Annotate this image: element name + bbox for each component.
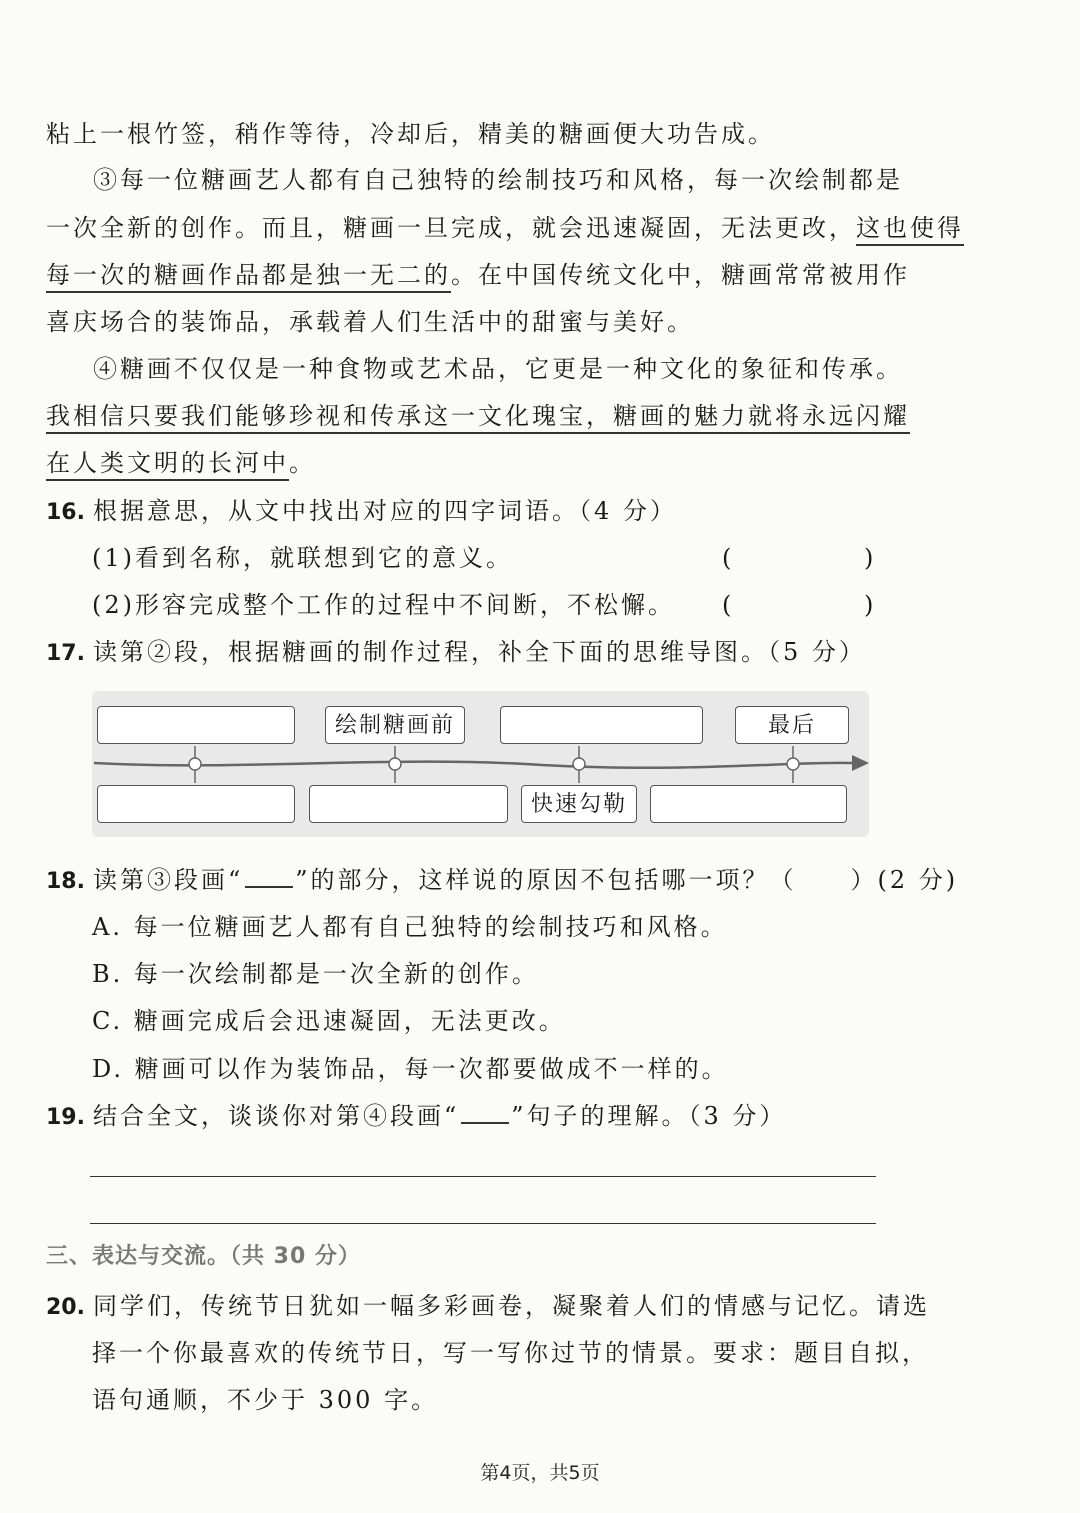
mindmap-blank-bottom-1[interactable] [97, 785, 295, 823]
question-18-text-b: ”的部分，这样说的原因不包括哪一项？（ ）(2 分) [295, 866, 959, 894]
answer-paren-open-2[interactable]: ( [722, 591, 732, 619]
timeline-node-2 [389, 758, 401, 770]
underlined-sentence-part-4: 在人类文明的长河中 [46, 449, 289, 481]
question-20-number: 20. [46, 1295, 85, 1320]
question-16-number: 16. [46, 500, 85, 525]
question-19 [46, 1099, 786, 1135]
paragraph-3-line-2 [46, 211, 964, 245]
underlined-sentence-part-1: 这也使得 [856, 214, 964, 246]
question-20-line-1: 同学们，传统节日犹如一幅多彩画卷，凝聚着人们的情感与记忆。请选 [92, 1292, 930, 1320]
mind-map [92, 691, 869, 837]
paragraph-3-line-4: 喜庆场合的装饰品，承载着人们生活中的甜蜜与美好。 [46, 308, 694, 336]
paragraph-4-line-1: ④糖画不仅仅是一种食物或艺术品，它更是一种文化的象征和传承。 [93, 355, 903, 383]
paragraph-4-line-3 [46, 446, 316, 480]
question-17-number: 17. [46, 641, 85, 666]
question-16-sub-2: (2)形容完成整个工作的过程中不间断，不松懈。 [92, 591, 675, 619]
question-18-number: 18. [46, 869, 85, 894]
question-19-text-b: ”句子的理解。（3 分） [511, 1102, 787, 1130]
paragraph-4-line-2 [46, 399, 910, 433]
mindmap-blank-top-3[interactable] [500, 706, 703, 744]
option-a[interactable]: A. 每一位糖画艺人都有自己独特的绘制技巧和风格。 [92, 913, 728, 941]
question-17-text: 读第②段，根据糖画的制作过程，补全下面的思维导图。（5 分） [92, 638, 866, 666]
answer-paren-open-1[interactable]: ( [722, 544, 732, 572]
underline-blank-mark [461, 1100, 509, 1124]
mindmap-box-before-drawing: 绘制糖画前 [325, 706, 465, 744]
underline-blank-mark [245, 864, 293, 888]
underlined-sentence-part-2: 每一次的糖画作品都是独一无二的 [46, 261, 451, 293]
answer-line-2[interactable] [90, 1223, 876, 1224]
answer-paren-close-2: ) [864, 591, 874, 619]
paragraph-3-line-3 [46, 258, 910, 292]
option-d[interactable]: D. 糖画可以作为装饰品，每一次都要做成不一样的。 [92, 1055, 729, 1083]
answer-paren-close-1: ) [864, 544, 874, 572]
timeline-line [94, 762, 852, 768]
question-19-text-a: 结合全文，谈谈你对第④段画“ [92, 1102, 460, 1130]
mindmap-blank-bottom-4[interactable] [650, 785, 847, 823]
question-19-number: 19. [46, 1105, 85, 1130]
paragraph-4-line-3-period: 。 [289, 449, 316, 477]
question-18-text-a: 读第③段画“ [92, 866, 244, 894]
paragraph-3-line-1: ③每一位糖画艺人都有自己独特的绘制技巧和风格，每一次绘制都是 [93, 166, 903, 194]
question-20 [46, 1289, 930, 1325]
mindmap-box-quick-sketch: 快速勾勒 [521, 785, 637, 823]
question-17 [46, 635, 866, 671]
question-20-line-3: 语句通顺，不少于 300 字。 [92, 1386, 439, 1414]
paragraph-3-line-3-text: 。在中国传统文化中，糖画常常被用作 [451, 261, 910, 289]
option-c[interactable]: C. 糖画完成后会迅速凝固，无法更改。 [92, 1007, 566, 1035]
question-16 [46, 494, 677, 530]
timeline-node-3 [573, 758, 585, 770]
mindmap-box-finally: 最后 [735, 706, 849, 744]
timeline-node-1 [189, 758, 201, 770]
mindmap-blank-top-1[interactable] [97, 706, 295, 744]
answer-line-1[interactable] [90, 1176, 876, 1177]
underlined-sentence-part-3: 我相信只要我们能够珍视和传承这一文化瑰宝，糖画的魅力就将永远闪耀 [46, 402, 910, 434]
question-18 [46, 863, 958, 899]
mindmap-blank-bottom-2[interactable] [309, 785, 508, 823]
question-16-text: 根据意思，从文中找出对应的四字词语。（4 分） [92, 497, 677, 525]
paragraph-3-line-2-text: 一次全新的创作。而且，糖画一旦完成，就会迅速凝固，无法更改， [46, 214, 856, 242]
timeline-arrow [852, 755, 869, 771]
question-20-line-2: 择一个你最喜欢的传统节日，写一写你过节的情景。要求：题目自拟， [92, 1339, 929, 1367]
page-number: 第4页，共5页 [480, 1462, 600, 1484]
section-3-title: 三、表达与交流。（共 30 分） [46, 1244, 361, 1269]
question-16-sub-1: (1)看到名称，就联想到它的意义。 [92, 544, 513, 572]
timeline-node-4 [787, 758, 799, 770]
passage-line-1: 粘上一根竹签，稍作等待，冷却后，精美的糖画便大功告成。 [46, 120, 775, 148]
option-b[interactable]: B. 每一次绘制都是一次全新的创作。 [92, 960, 539, 988]
